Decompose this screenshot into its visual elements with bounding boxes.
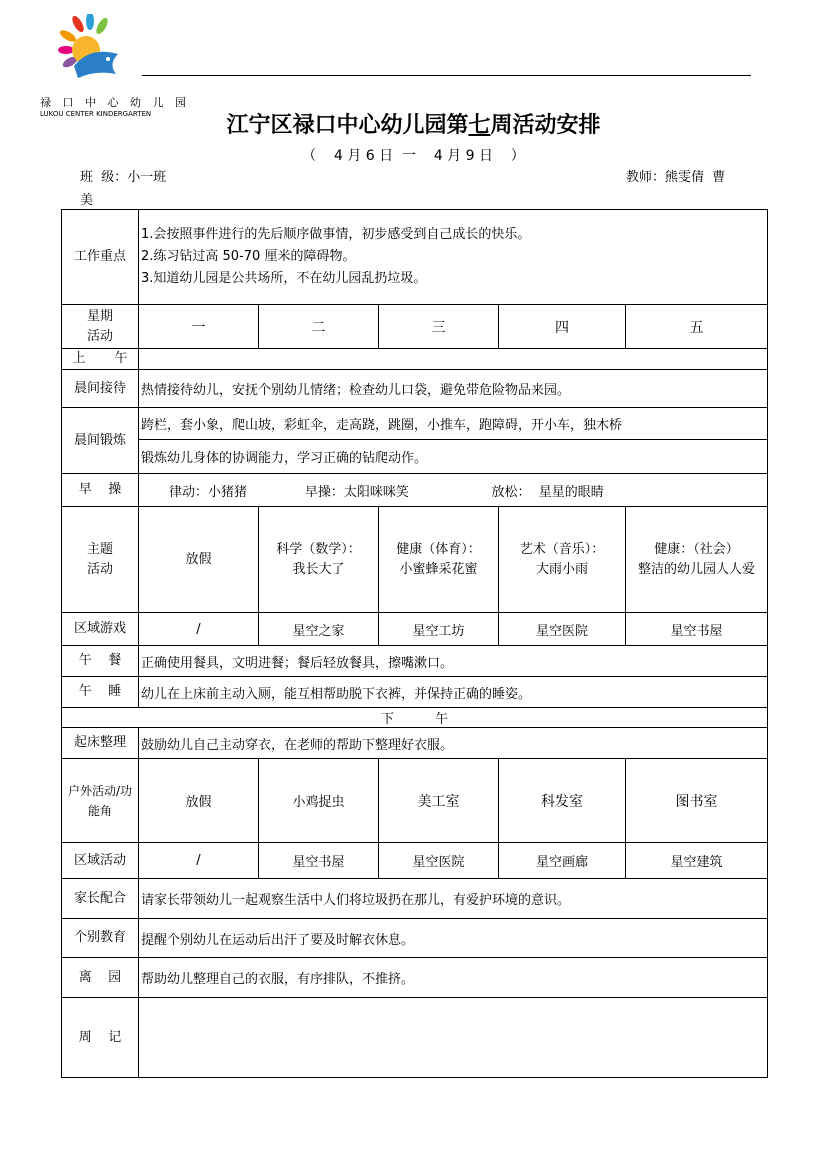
notes-label: 周 记 [62,998,139,1078]
exercise-activities: 跨栏，套小象，爬山坡，彩虹伞，走高跷，跳圈，小推车，跑障碍，开小车，独木桥 [139,408,768,440]
header-rule [142,75,751,76]
page-title: 江宁区禄口中心幼儿园第七周活动安排 [226,112,601,138]
teacher-name-wrap: 美 [80,193,94,208]
lunch-text: 正确使用餐具，文明进餐；餐后轻放餐具，擦嘴漱口。 [139,646,768,677]
logo-english-name: LUKOU CENTER KINDERGARTEN [40,110,152,118]
area-activity-cell: 星空建筑 [626,843,768,879]
individual-label: 个别教育 [62,919,139,958]
area-game-cell: 星空之家 [259,613,379,646]
notes-field [139,998,768,1078]
leave-label: 离 园 [62,958,139,998]
table-row [62,613,768,646]
table-row [62,507,768,613]
logo-emblem-icon [56,14,126,86]
nap-text: 幼儿在上床前主动入厕，能互相帮助脱下衣裤，并保持正确的睡姿。 [139,677,768,708]
weekday-cell: 二 [259,305,379,349]
list-item: 1.会按照事件进行的先后顺序做事情，初步感受到自己成长的快乐。 [141,227,531,242]
area-activity-cell: 星空画廊 [499,843,626,879]
teacher-label: 教师：熊雯倩 曹 [626,170,726,185]
nap-label: 午 睡 [62,677,139,708]
exercise-goal: 锻炼幼儿身体的协调能力，学习正确的钻爬动作。 [139,440,768,474]
outdoor-cell: 图书室 [626,759,768,843]
wake-label: 起床整理 [62,728,139,759]
logo-chinese-name: 禄 口 中 心 幼 儿 园 [40,96,190,109]
class-label: 班 级：小一班 [80,170,167,185]
outdoor-cell: 科发室 [499,759,626,843]
kindergarten-logo [38,14,190,122]
weekday-cell: 五 [626,305,768,349]
table-row [62,370,768,408]
area-game-label: 区域游戏 [62,613,139,646]
table-row [62,349,768,370]
weekday-cell: 三 [379,305,499,349]
theme-label: 主题 活动 [62,507,139,613]
individual-text: 提醒个别幼儿在运动后出汗了要及时解衣休息。 [139,919,768,958]
outdoor-label: 户外活动/功 能角 [62,759,139,843]
week-number: 七 [468,112,491,138]
weekday-cell: 一 [139,305,259,349]
area-activity-cell: 星空医院 [379,843,499,879]
exercise-label: 晨间锻炼 [62,408,139,474]
parent-label: 家长配合 [62,879,139,919]
theme-cell: 艺术（音乐）： 大雨小雨 [499,507,626,613]
focus-label: 工作重点 [62,210,139,305]
table-row [62,843,768,879]
arrival-label: 晨间接待 [62,370,139,408]
outdoor-cell: 放假 [139,759,259,843]
area-game-cell: / [139,613,259,646]
area-activity-cell: / [139,843,259,879]
theme-cell: 健康（体育）： 小蜜蜂采花蜜 [379,507,499,613]
theme-cell: 健康：（社会） 整洁的幼儿园人人爱 [626,507,768,613]
date-range: （ 4 月 6 日 一 4 月 9 日 ） [302,148,525,164]
table-row [62,646,768,677]
drill-text: 律动：小猪猪 早操：太阳咪咪笑 放松： 星星的眼睛 [139,474,768,507]
table-row [62,759,768,843]
table-row [62,998,768,1078]
table-row [62,708,768,728]
table-row [62,728,768,759]
arrival-text: 热情接待幼儿，安抚个别幼儿情绪；检查幼儿口袋，避免带危险物品来园。 [139,370,768,408]
schedule-table [61,209,768,1078]
table-row [62,879,768,919]
outdoor-cell: 小鸡捉虫 [259,759,379,843]
list-item: 3.知道幼儿园是公共场所，不在幼儿园乱扔垃圾。 [141,271,427,286]
wake-text: 鼓励幼儿自己主动穿衣，在老师的帮助下整理好衣服。 [139,728,768,759]
morning-section-label: 上 午 [62,349,139,370]
weekday-header-label: 星期 活动 [62,305,139,349]
area-game-cell: 星空书屋 [626,613,768,646]
theme-cell: 放假 [139,507,259,613]
drill-label: 早 操 [62,474,139,507]
area-game-cell: 星空医院 [499,613,626,646]
outdoor-cell: 美工室 [379,759,499,843]
theme-cell: 科学（数学）： 我长大了 [259,507,379,613]
table-row [62,408,768,440]
weekday-cell: 四 [499,305,626,349]
lunch-label: 午 餐 [62,646,139,677]
table-row [62,474,768,507]
afternoon-section-label: 下 午 [62,708,768,728]
list-item: 2.练习钻过高 50-70 厘米的障碍物。 [141,249,356,264]
area-activity-label: 区域活动 [62,843,139,879]
leave-text: 帮助幼儿整理自己的衣服，有序排队，不推挤。 [139,958,768,998]
area-activity-cell: 星空书屋 [259,843,379,879]
focus-list [139,210,768,305]
table-row [62,305,768,349]
table-row [62,958,768,998]
table-row [62,440,768,474]
table-row [62,677,768,708]
parent-text: 请家长带领幼儿一起观察生活中人们将垃圾扔在那儿，有爱护环境的意识。 [139,879,768,919]
table-row [62,210,768,305]
table-row [62,919,768,958]
area-game-cell: 星空工坊 [379,613,499,646]
